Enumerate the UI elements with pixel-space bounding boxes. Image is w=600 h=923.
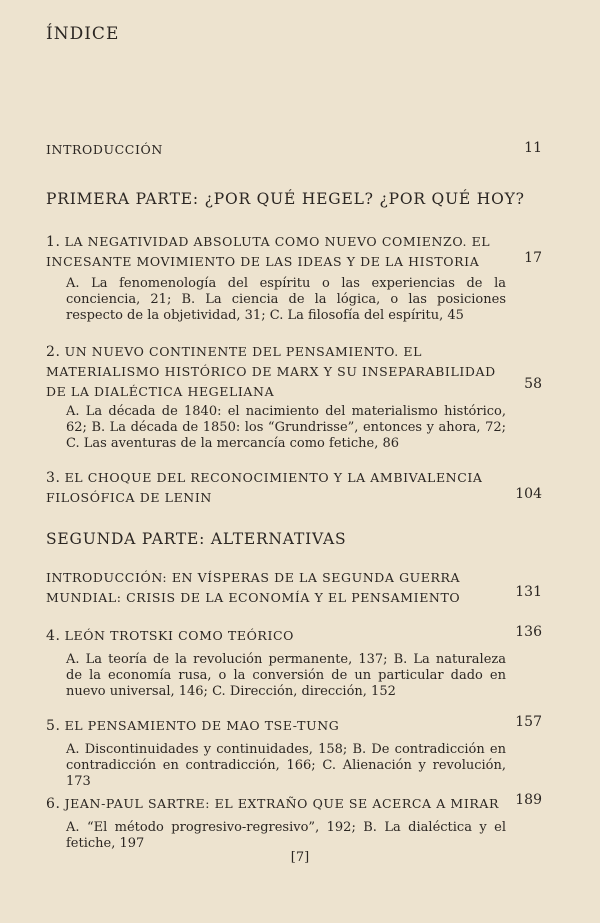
chapter-6-number: 6. [46, 796, 61, 812]
chapter-4-page: 136 [515, 624, 542, 640]
page-heading: ÍNDICE [46, 24, 120, 44]
chapter-1-title [46, 232, 506, 272]
chapter-1-page: 17 [524, 250, 542, 266]
intro-page: 11 [524, 140, 542, 156]
intro-title: INTRODUCCIÓN [46, 142, 163, 157]
part-two-intro-page: 131 [515, 584, 542, 600]
chapter-2-number: 2. [46, 344, 61, 360]
chapter-1-sections: A. La fenomenología del espíritu o las experiencias de la conciencia, 21; B. La ciencia de la lógica, o las posiciones respecto de la objetividad, 31; C. La filosofía del espíritu, 45 [66, 276, 506, 323]
chapter-5-sections: A. Discontinuidades y continuidades, 158; B. De contradicción en contradicción en contradicción, 166; C. Alienación y revolución, 173 [66, 742, 506, 789]
chapter-6-title-text: JEAN-PAUL SARTRE: EL EXTRAÑO QUE SE ACERCA A MIRAR [64, 796, 500, 811]
page-number: [7] [290, 850, 310, 865]
part-one-title: PRIMERA PARTE: ¿POR QUÉ HEGEL? ¿POR QUÉ HOY? [46, 190, 525, 208]
chapter-3-page: 104 [515, 486, 542, 502]
chapter-2-page: 58 [524, 376, 542, 392]
chapter-2-sections: A. La década de 1840: el nacimiento del materialismo histórico, 62; B. La década de 1850: los “Grundrisse”, entonces y ahora, 72; C. Las aventuras de la mercancía como fetiche, 86 [66, 404, 506, 451]
chapter-3-title [46, 468, 506, 508]
chapter-3-number: 3. [46, 470, 61, 486]
chapter-2-title [46, 342, 506, 402]
chapter-4-title-text: LEÓN TROTSKI COMO TEÓRICO [64, 628, 294, 643]
chapter-4-number: 4. [46, 628, 61, 644]
chapter-5-title [46, 716, 506, 736]
part-two-title: SEGUNDA PARTE: ALTERNATIVAS [46, 530, 347, 548]
chapter-5-title-text: EL PENSAMIENTO DE MAO TSE-TUNG [64, 718, 340, 733]
chapter-6-sections: A. “El método progresivo-regresivo”, 192; B. La dialéctica y el fetiche, 197 [66, 820, 506, 851]
chapter-6-title [46, 794, 506, 814]
chapter-5-number: 5. [46, 718, 61, 734]
chapter-3-title-text: EL CHOQUE DEL RECONOCIMIENTO Y LA AMBIVALENCIA FILOSÓFICA DE LENIN [46, 470, 483, 505]
chapter-5-page: 157 [515, 714, 542, 730]
chapter-1-number: 1. [46, 234, 61, 250]
chapter-1-title-text: LA NEGATIVIDAD ABSOLUTA COMO NUEVO COMIENZO. EL INCESANTE MOVIMIENTO DE LAS IDEAS Y DE LA HISTORIA [46, 234, 491, 269]
chapter-4-sections: A. La teoría de la revolución permanente, 137; B. La naturaleza de la economía rusa, o la conversión de un particular dado en nuevo universal, 146; C. Dirección, dirección, 152 [66, 652, 506, 699]
chapter-4-title [46, 626, 506, 646]
part-two-intro-title: INTRODUCCIÓN: EN VÍSPERAS DE LA SEGUNDA GUERRA MUNDIAL: CRISIS DE LA ECONOMÍA Y EL PENSAMIENTO [46, 570, 461, 605]
chapter-6-page: 189 [515, 792, 542, 808]
chapter-2-title-text: UN NUEVO CONTINENTE DEL PENSAMIENTO. EL MATERIALISMO HISTÓRICO DE MARX Y SU INSEPARABILIDAD DE LA DIALÉCTICA HEGELIANA [46, 344, 496, 399]
